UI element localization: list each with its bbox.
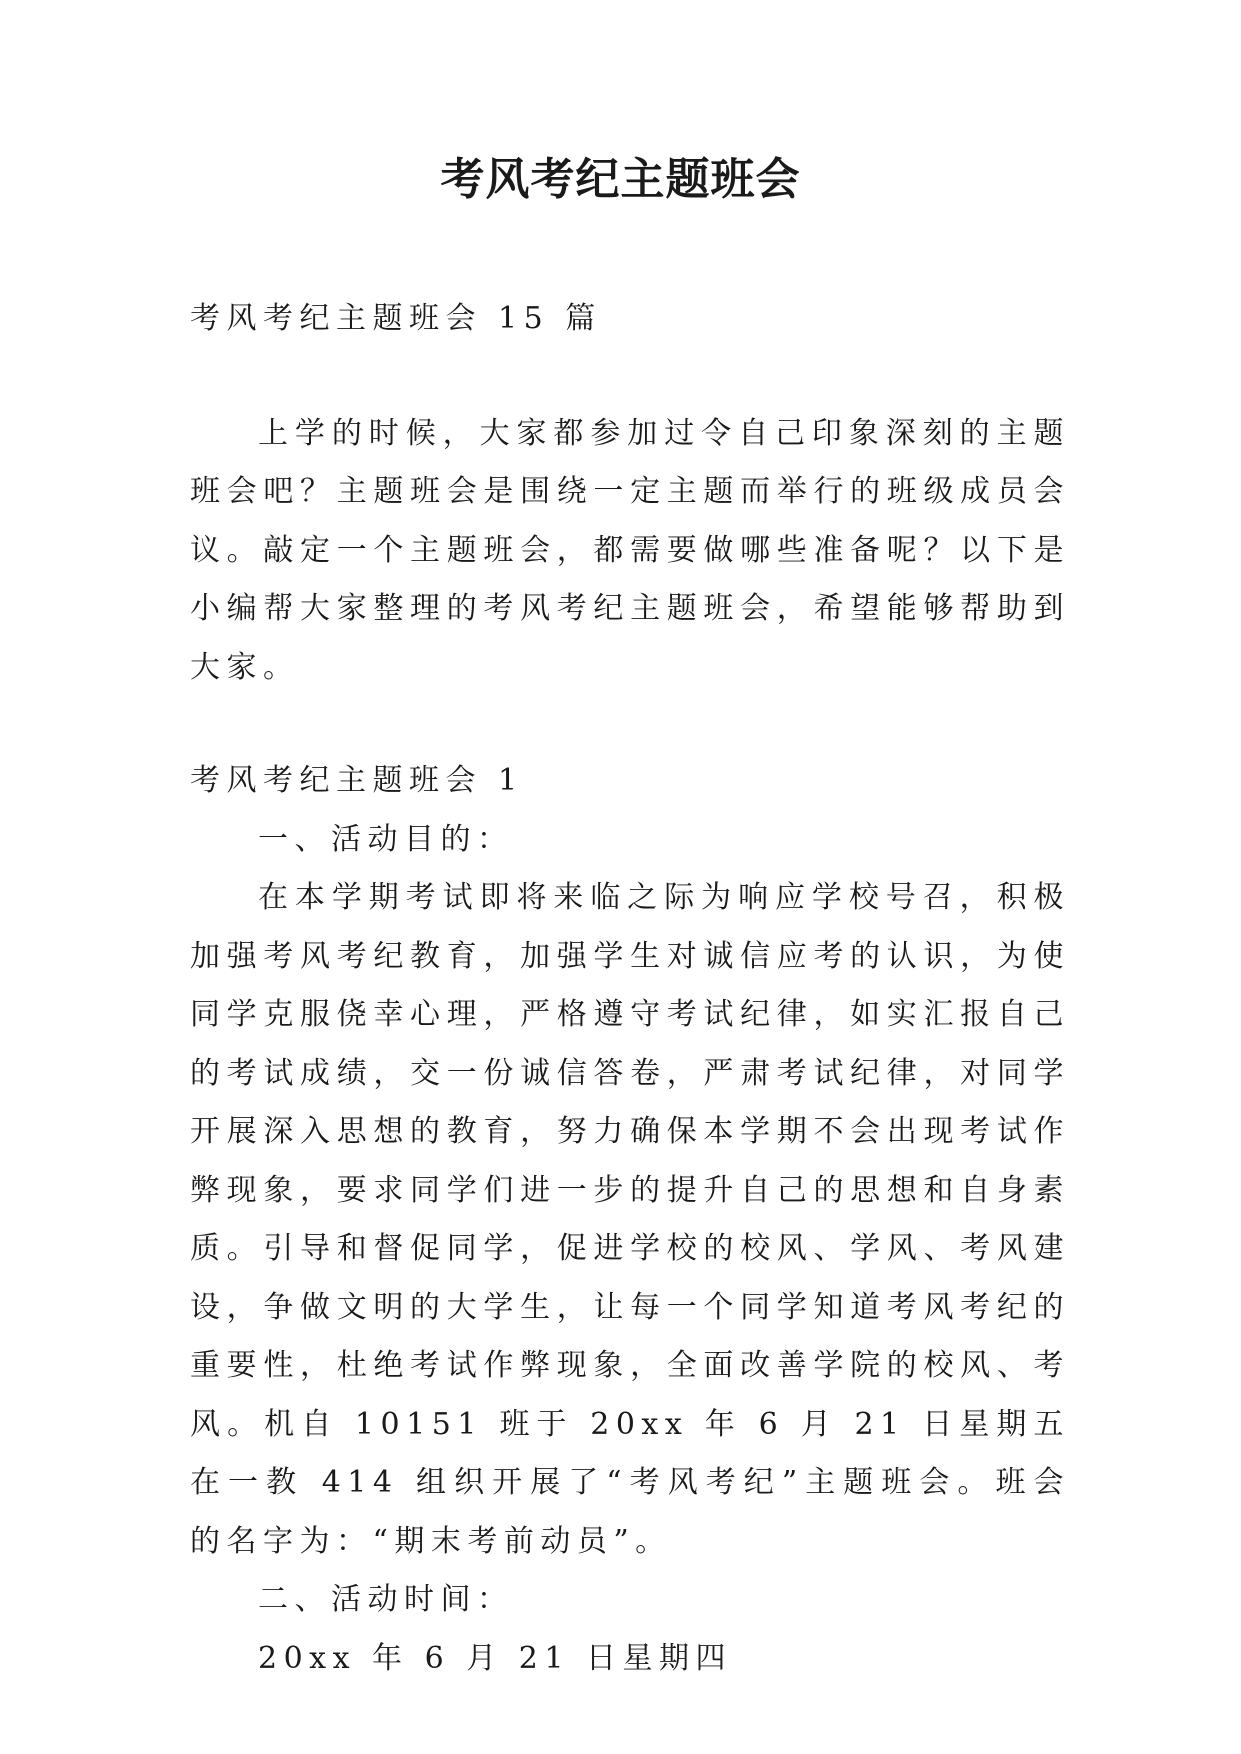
document-subtitle: 考风考纪主题班会 15 篇: [190, 301, 602, 336]
heading-activity-time: 二、活动时间：: [258, 1582, 514, 1617]
activity-purpose-paragraph: 在本学期考试即将来临之际为响应学校号召，积极加强考风考纪教育，加强学生对诚信应考的认识，为使同学克服侥幸心理，严格遵守考试纪律，如实汇报自己的考试成绩，交一份诚信答卷，严肃考试纪律，对同学开展深入思想的教育，努力确保本学期不会出现考试作弊现象，要求同学们进一步的提升自己的思想和自身素质。引导和督促同学，促进学校的校风、学风、考风建设，争做文明的大学生，让每一个同学知道考风考纪的重要性，杜绝考试作弊现象，全面改善学院的校风、考风。机自 10151 班于 20xx 年 6 月 21 日星期五在一教 414 组织开展了“考风考纪”主题班会。班会的名字为：“期末考前动员”。: [190, 880, 1070, 1559]
heading-activity-purpose: 一、活动目的：: [258, 821, 514, 857]
document-title: 考风考纪主题班会: [440, 154, 801, 205]
activity-date: 20xx 年 6 月 21 日星期四: [258, 1640, 732, 1676]
intro-paragraph: 上学的时候，大家都参加过令自己印象深刻的主题班会吧？主题班会是围绕一定主题而举行的班级成员会议。敲定一个主题班会，都需要做哪些准备呢？以下是小编帮大家整理的考风考纪主题班会，希望能够帮助到大家。: [190, 415, 1070, 685]
section-title: 考风考纪主题班会 1: [190, 763, 524, 798]
document-body: [190, 290, 1070, 1688]
